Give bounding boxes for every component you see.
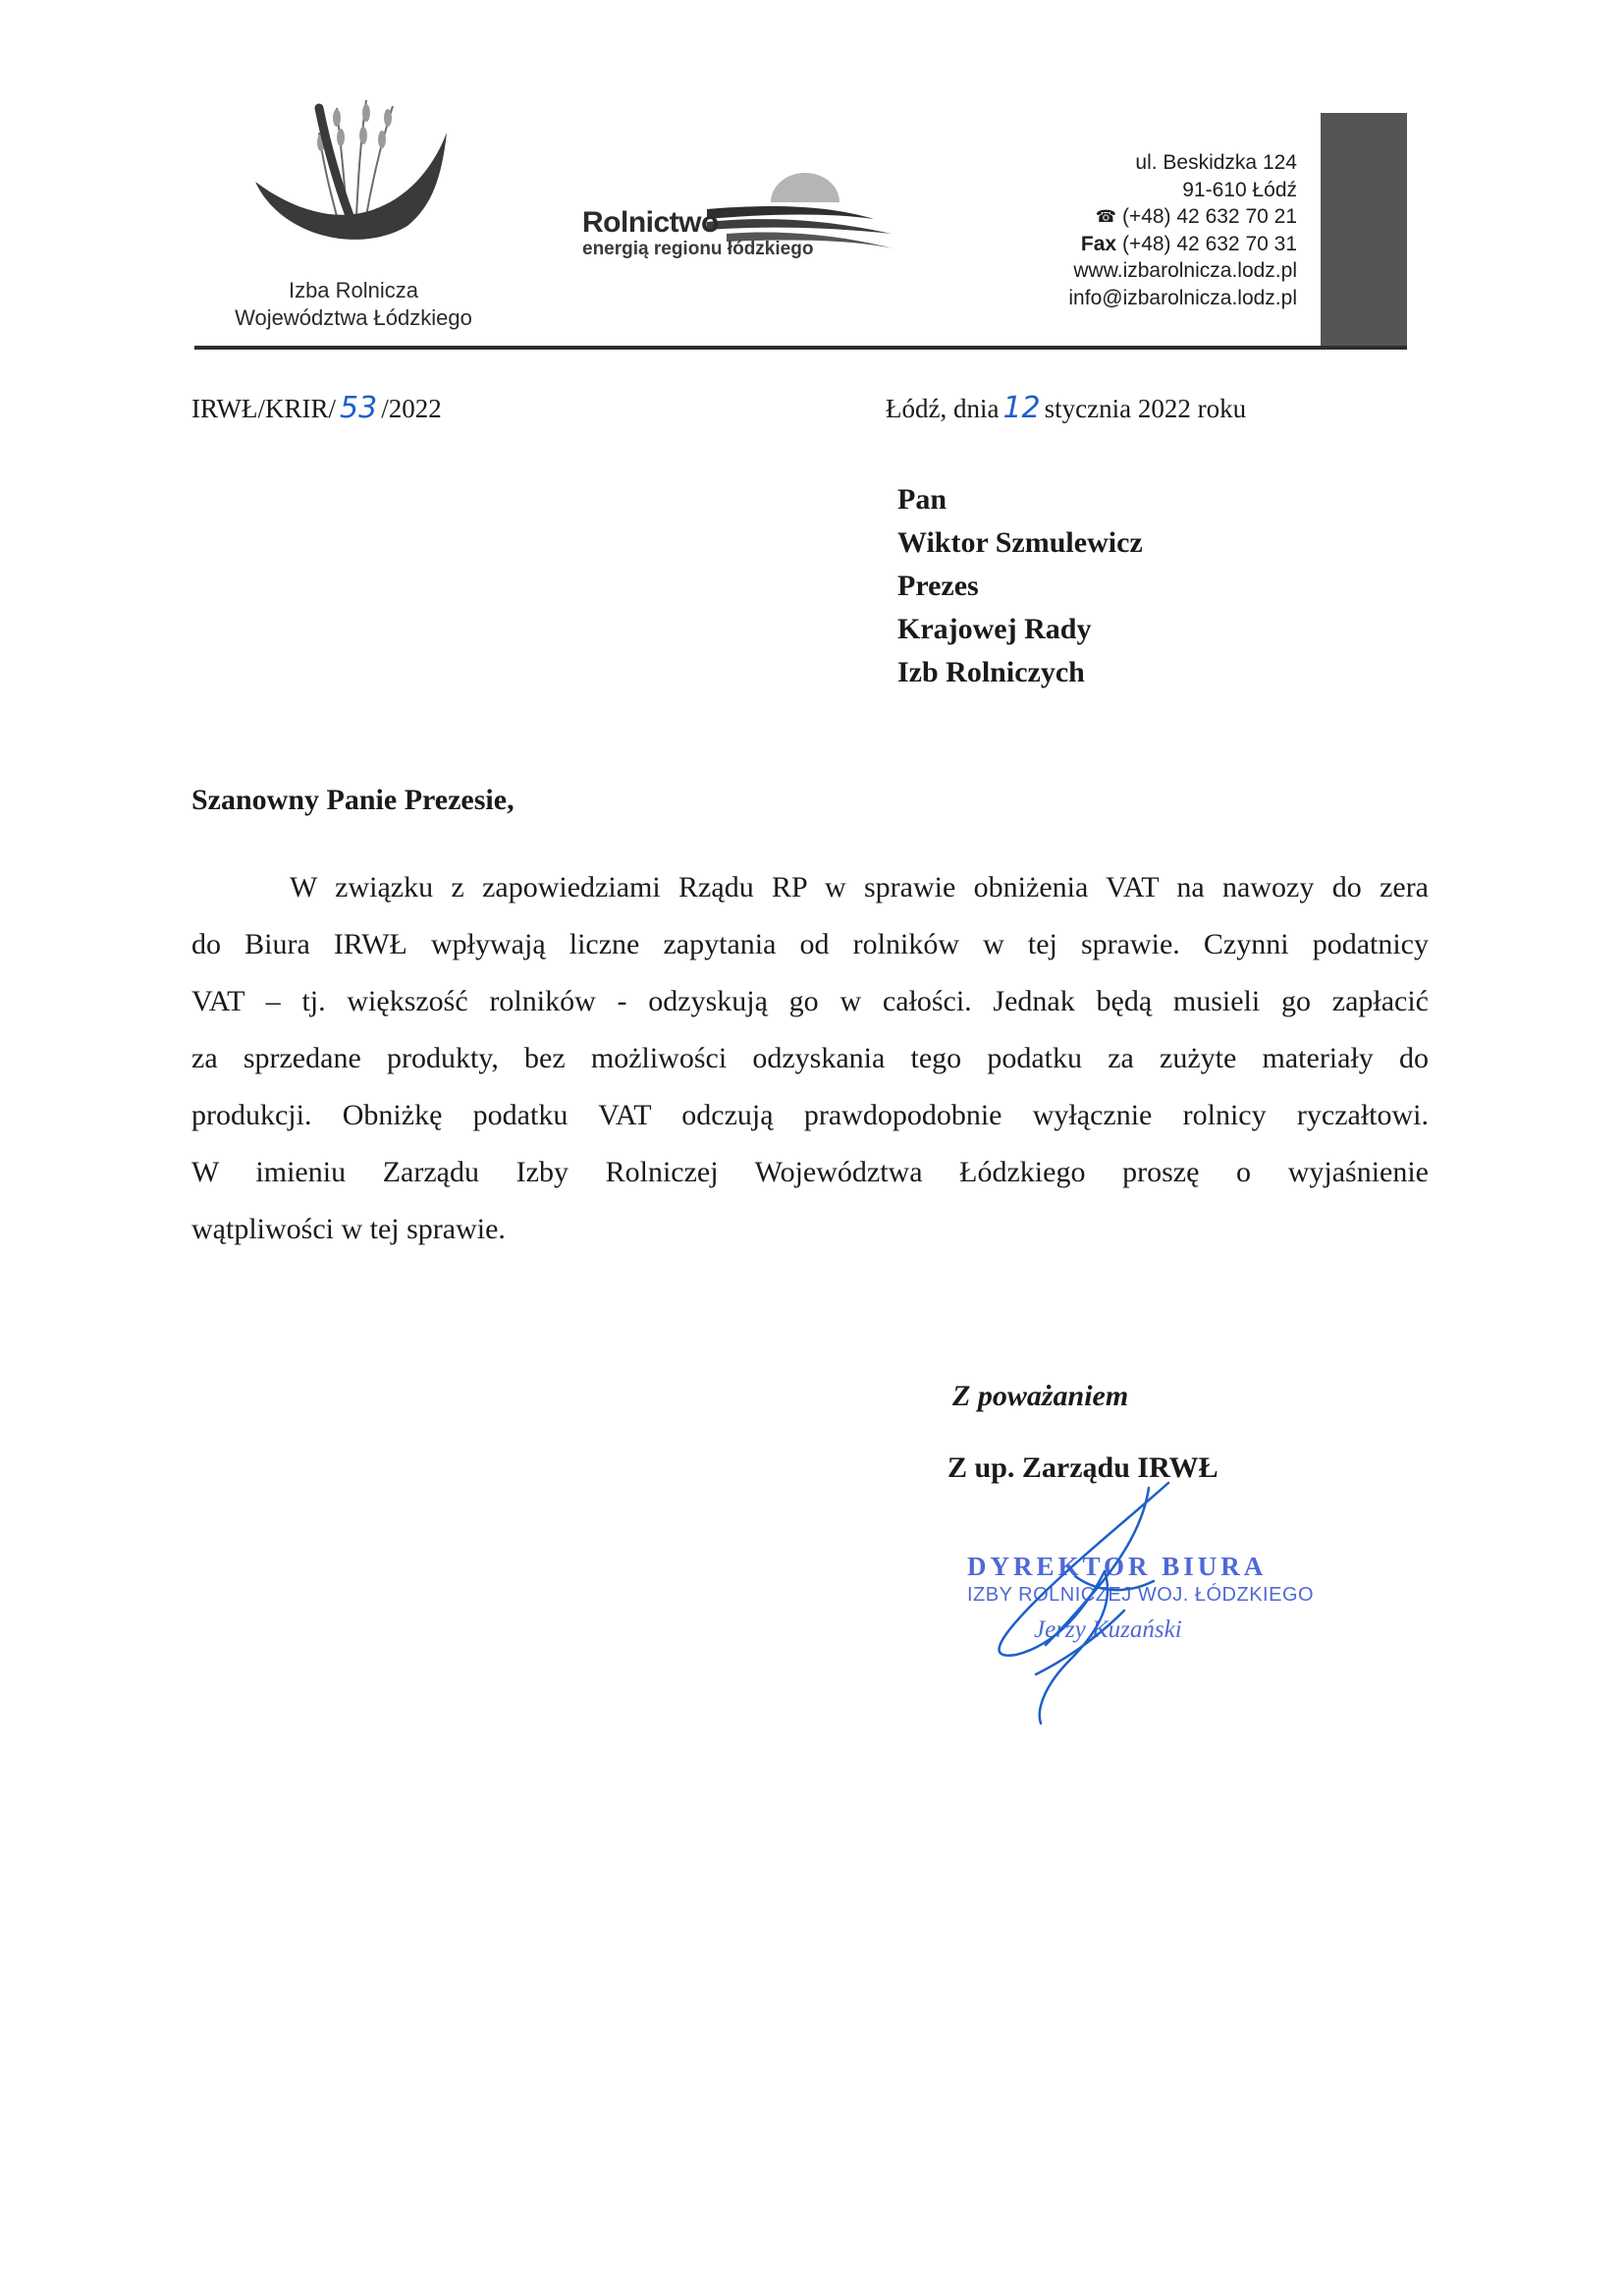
org-logo-icon xyxy=(250,88,457,260)
salutation: Szanowny Panie Prezesie, xyxy=(191,784,514,816)
address-city: 91-610 Łódź xyxy=(1182,178,1297,201)
contact-block xyxy=(1068,149,1297,311)
recipient-org-line2: Izb Rolniczych xyxy=(897,656,1085,688)
telephone-icon: ☎ xyxy=(1095,207,1116,226)
recipient-name: Wiktor Szmulewicz xyxy=(897,526,1143,559)
body-line: W związku z zapowiedziami Rządu RP w sprawie obniżenia VAT na nawozy do zera xyxy=(290,871,1429,903)
reference-number xyxy=(191,391,442,425)
email[interactable]: info@izbarolnicza.lodz.pl xyxy=(1068,286,1297,309)
brand-title: Rolnictwo xyxy=(582,206,719,239)
reference-prefix: IRWŁ/KRIR/ xyxy=(191,394,336,423)
body-line: wątpliwości w tej sprawie. xyxy=(191,1213,506,1245)
recipient-title: Pan xyxy=(897,483,947,516)
handwritten-signature xyxy=(977,1463,1213,1728)
org-name-line1: Izba Rolnicza xyxy=(288,278,419,302)
recipient-org-line1: Krajowej Rady xyxy=(897,613,1092,645)
header-divider xyxy=(194,346,1407,350)
website[interactable]: www.izbarolnicza.lodz.pl xyxy=(1073,259,1297,282)
org-name-line2: Województwa Łódzkiego xyxy=(235,305,472,330)
recipient-block xyxy=(897,478,1143,694)
fax-label: Fax xyxy=(1080,232,1117,255)
handwritten-day: 12 xyxy=(1002,391,1041,425)
address-street: ul. Beskidzka 124 xyxy=(1135,151,1297,174)
org-name xyxy=(187,277,520,332)
fax-number: (+48) 42 632 70 31 xyxy=(1121,232,1297,255)
reference-suffix: /2022 xyxy=(381,394,442,423)
body-line: produkcji. Obniżkę podatku VAT odczują prawdopodobnie wyłącznie rolnicy ryczałtowi. xyxy=(191,1099,1429,1131)
body-line: VAT – tj. większość rolników - odzyskują go w całości. Jednak będą musieli go zapłacić xyxy=(191,985,1429,1017)
stamp-title: DYREKTOR BIURA xyxy=(967,1552,1268,1581)
stamp-organization: IZBY ROLNICZEJ WOJ. ŁÓDZKIEGO xyxy=(967,1584,1315,1606)
header-side-bar xyxy=(1321,113,1407,349)
phone-number: (+48) 42 632 70 21 xyxy=(1121,205,1297,228)
date-suffix: stycznia 2022 roku xyxy=(1044,394,1247,423)
body-line: W imieniu Zarządu Izby Rolniczej Województwa Łódzkiego proszę o wyjaśnienie xyxy=(191,1156,1429,1188)
signed-for: Z up. Zarządu IRWŁ xyxy=(947,1451,1218,1484)
recipient-position: Prezes xyxy=(897,570,979,602)
body-line: za sprzedane produkty, bez możliwości odzyskania tego podatku za zużyte materiały do xyxy=(191,1042,1429,1074)
handwritten-reference-number: 53 xyxy=(340,391,378,425)
letter-date xyxy=(886,391,1246,425)
closing: Z poważaniem xyxy=(952,1380,1129,1412)
phone-line xyxy=(1068,203,1297,231)
date-prefix: Łódź, dnia xyxy=(886,394,1000,423)
body-line: do Biura IRWŁ wpływają liczne zapytania od rolników w tej sprawie. Czynni podatnicy xyxy=(191,928,1429,960)
body-paragraph xyxy=(191,859,1429,1258)
brand-tagline: energią regionu łódzkiego xyxy=(582,239,814,259)
stamp-person: Jerzy Kuzański xyxy=(1034,1616,1182,1643)
fax-line xyxy=(1068,231,1297,258)
